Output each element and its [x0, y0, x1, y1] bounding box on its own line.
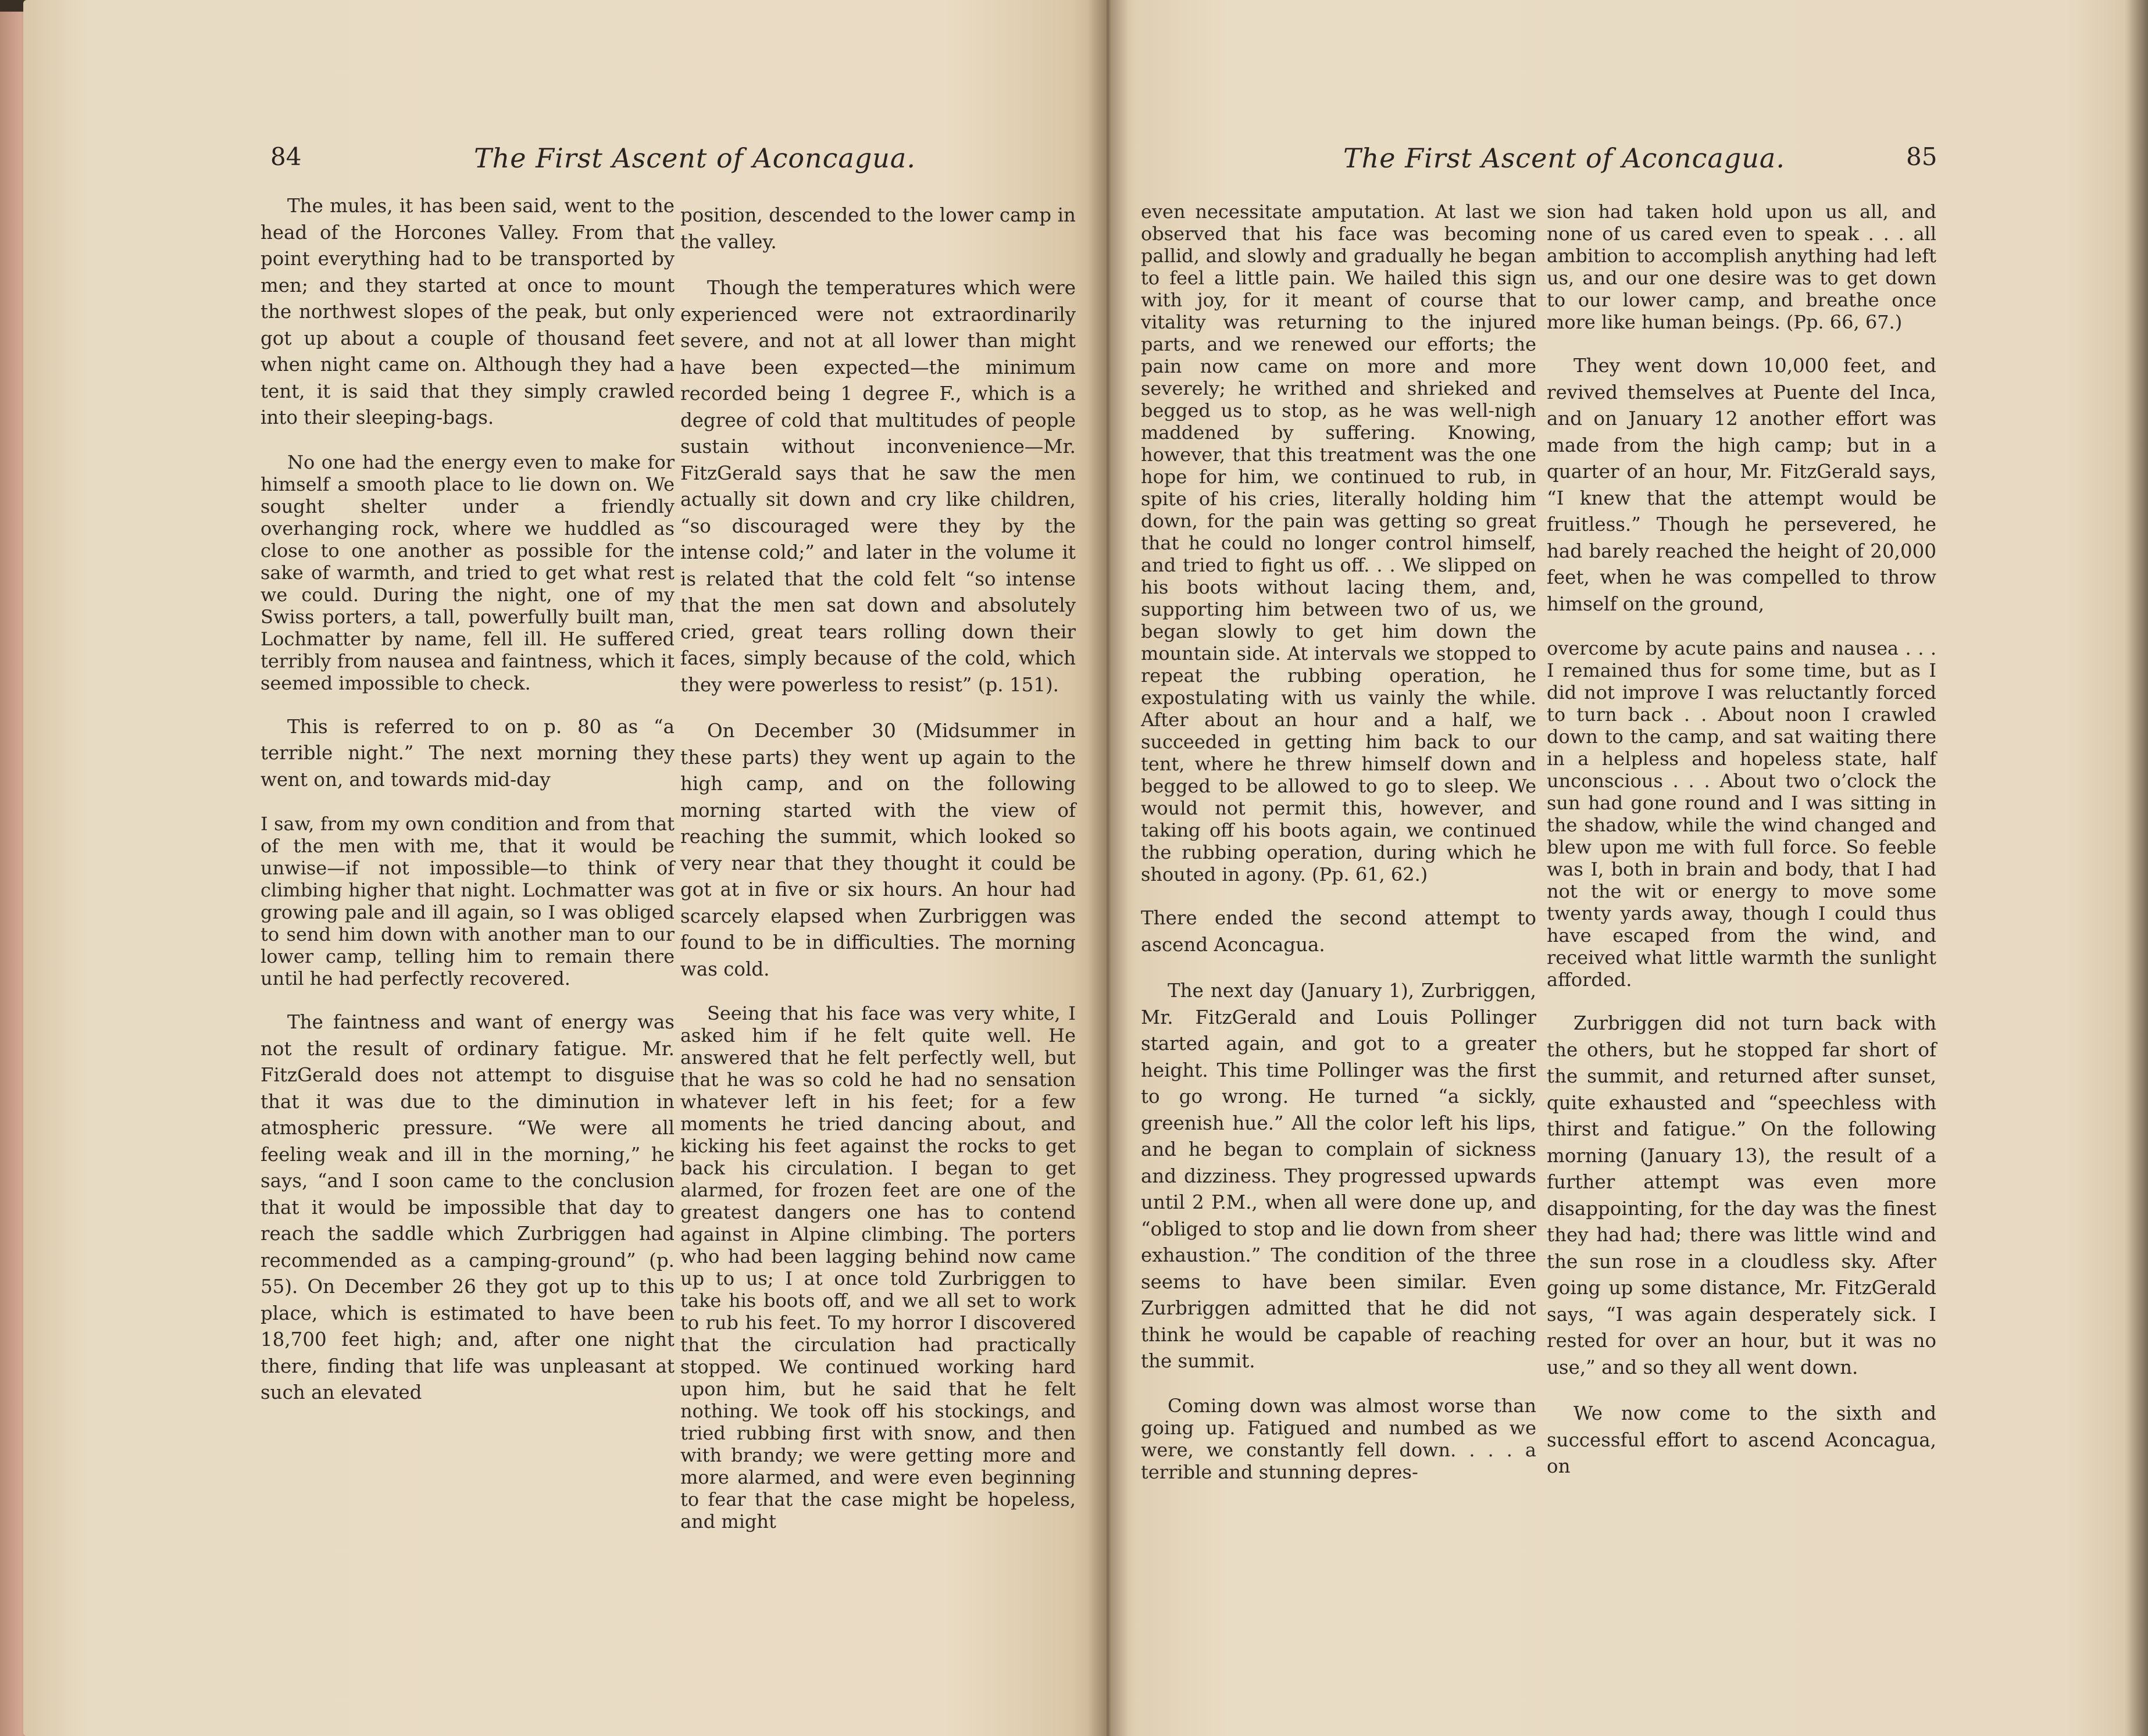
running-head: The First Ascent of Aconcagua. [1343, 142, 1785, 174]
text-column-1 [261, 193, 675, 1426]
right-page [1105, 0, 2148, 1736]
block-quote: No one had the energy even to make for himself a smooth place to lie down on. We sought shelter under a friendly overhanging rock, where we huddled as close to one another as possible for the sake of warmth, and tried to get what rest we could. During the night, one of my Swiss porters, a tall, powerfully built man, Lochmatter by name, fell ill. He suffered terribly from nausea and faintness, which it seemed impossible to check. [261, 451, 675, 694]
text-column-2 [1547, 201, 1936, 1500]
paragraph: On December 30 (Midsummer in these parts) they went up again to the high camp, and on the following morning started with the view of reaching the summit, which looked so very near that they thought it could be got at in five or six hours. An hour had scarcely elapsed when Zurbriggen was found to be in difficulties. The morning was cold. [680, 720, 1076, 980]
block-quote: overcome by acute pains and nausea . . . I remained thus for some time, but as I did not improve I was reluctantly forced to turn back . . About noon I crawled down to the camp, and sat waiting there in a helpless and hopeless state, half unconscious . . . About two o’clock the sun had gone round and I was sitting in the shadow, while the wind changed and blew upon me with full force. So feeble was I, both in brain and body, that I had not the wit or energy to move some twenty yards away, though I could thus have escaped from the wind, and received what little warmth the sunlight afforded. [1547, 637, 1936, 991]
left-page [23, 0, 1105, 1736]
page-edge-shadow [2125, 0, 2148, 1736]
block-quote: even necessitate amputation. At last we observed that his face was becoming pallid, and slowly and gradually he began to feel a little pain. We hailed this sign with joy, for it meant of course that vitality was returning to the injured parts, and we renewed our efforts; the pain now came on more and more severely; he writhed and shrieked and begged us to stop, as he was well-nigh maddened by suffering. Knowing, however, that this treatment was the one hope for him, we continued to rub, in spite of his cries, literally holding him down, for the pain was getting so great that he could no longer control himself, and tried to fight us off. . . We slipped on his boots without lacing them, and, supporting him between two of us, we began slowly to get him down the mountain side. At intervals we stopped to repeat the rubbing operation, he expostulating with us vainly the while. After about an hour and a half, we succeeded in getting him back to our tent, where he threw himself down and begged to be allowed to go to sleep. We would not permit this, however, and taking off his boots again, we continued the rubbing operation, during which he shouted in agony. (Pp. 61, 62.) [1141, 201, 1536, 885]
book-gutter [1087, 0, 1128, 1736]
paragraph: Zurbriggen did not turn back with the others, but he stopped far short of the summit, and returned after sunset, quite exhausted and “speechless with thirst and fatigue.” On the following morning (January 13), the result of a further attempt was even more disappointing, for the day was the finest they had had; there was little wind and the sun rose in a cloudless sky. After going up some distance, Mr. FitzGerald says, “I was again desperately sick. I rested for over an hour, but it was no use,” and so they all went down. [1547, 1012, 1936, 1378]
paragraph: The next day (January 1), Zurbriggen, Mr. FitzGerald and Louis Pollinger started again, and got to a greater height. This time Pollinger was the first to go wrong. He turned “a sickly, greenish hue.” All the color left his lips, and he began to complain of sickness and dizziness. They progressed upwards until 2 P.M., when all were done up, and “obliged to stop and lie down from sheer exhaustion.” The condition of the three seems to have been similar. Even Zurbriggen admitted that he did not think he would be capable of reaching the summit. [1141, 980, 1536, 1372]
paragraph: They went down 10,000 feet, and revived themselves at Puente del Inca, and on January 12 another effort was made from the high camp; but in a quarter of an hour, Mr. FitzGerald says, “I knew that the attempt would be fruitless.” Though he persevered, he had barely reached the height of 20,000 feet, when he was compelled to throw himself on the ground, [1547, 355, 1936, 615]
text-column-1 [1141, 201, 1536, 1503]
paragraph: The faintness and want of energy was not the result of ordinary fatigue. Mr. FitzGerald does not attempt to disguise that it was due to the diminution in atmospheric pressure. “We were all feeling weak and ill in the morning,” he says, “and I soon came to the conclusion that it would be impossible that day to reach the saddle which Zurbriggen had recommended as a camping-ground” (p. 55). On December 26 they got up to this place, which is estimated to have been 18,700 feet high; and, after one night there, finding that life was unpleasant at such an elevated [261, 1011, 675, 1403]
text-column-2 [680, 202, 1076, 1552]
block-quote: I saw, from my own condition and from that of the men with me, that it would be unwise—if not impossible—to think of climbing higher that night. Lochmatter was growing pale and ill again, so I was obliged to send him down with another man to our lower camp, telling him to remain there until he had perfectly recovered. [261, 813, 675, 990]
page-number: 84 [270, 142, 302, 171]
block-quote: Seeing that his face was very white, I asked him if he felt quite well. He answered that he felt perfectly well, but that he was so cold he had no sensation whatever left in his feet; for a few moments he tried dancing about, and kicking his feet against the rocks to get back his circulation. I began to get alarmed, for frozen feet are one of the greatest dangers one has to contend against in Alpine climbing. The porters who had been lagging behind now came up to us; I at once told Zurbriggen to take his boots off, and we all set to work to rub his feet. To my horror I discovered that the circulation had practically stopped. We continued working hard upon him, but he said that he felt nothing. We took off his stockings, and tried rubbing first with snow, and then with brandy; we were getting more and more alarmed, and were even beginning to fear that the case might be hopeless, and might [680, 1002, 1076, 1533]
running-head: The First Ascent of Aconcagua. [474, 142, 916, 174]
page-number: 85 [1906, 142, 1938, 171]
block-quote: sion had taken hold upon us all, and none of us cared even to speak . . . all ambition to accomplish anything had left us, and our one desire was to get down to our lower camp, and breathe once more like human beings. (Pp. 66, 67.) [1547, 201, 1936, 333]
paragraph: Though the temperatures which were experienced were not extraordinarily severe, and not at all lower than might have been expected—the minimum recorded being 1 degree F., which is a degree of cold that multitudes of people sustain without inconvenience—Mr. FitzGerald says that he saw the men actually sit down and cry like children, “so discouraged were they by the intense cold;” and later in the volume it is related that the cold felt “so intense that the men sat down and absolutely cried, great tears rolling down their faces, simply because of the cold, which they were powerless to resist” (p. 151). [680, 277, 1076, 696]
paragraph: We now come to the sixth and successful effort to ascend Aconcagua, on [1547, 1402, 1936, 1477]
paragraph: This is referred to on p. 80 as “a terrible night.” The next morning they went on, and towards mid-day [261, 715, 675, 791]
paragraph: There ended the second attempt to ascend Aconcagua. [1141, 907, 1536, 956]
paragraph: position, descended to the lower camp in the valley. [680, 204, 1076, 253]
paragraph: The mules, it has been said, went to the head of the Horcones Valley. From that point everything had to be transported by men; and they started at once to mount the northwest slopes of the peak, but only got up about a couple of thousand feet when night came on. Although they had a tent, it is said that they simply crawled into their sleeping-bags. [261, 195, 675, 428]
block-quote: Coming down was almost worse than going up. Fatigued and numbed as we were, we constantly fell down. . . . a terrible and stunning depres- [1141, 1394, 1536, 1483]
